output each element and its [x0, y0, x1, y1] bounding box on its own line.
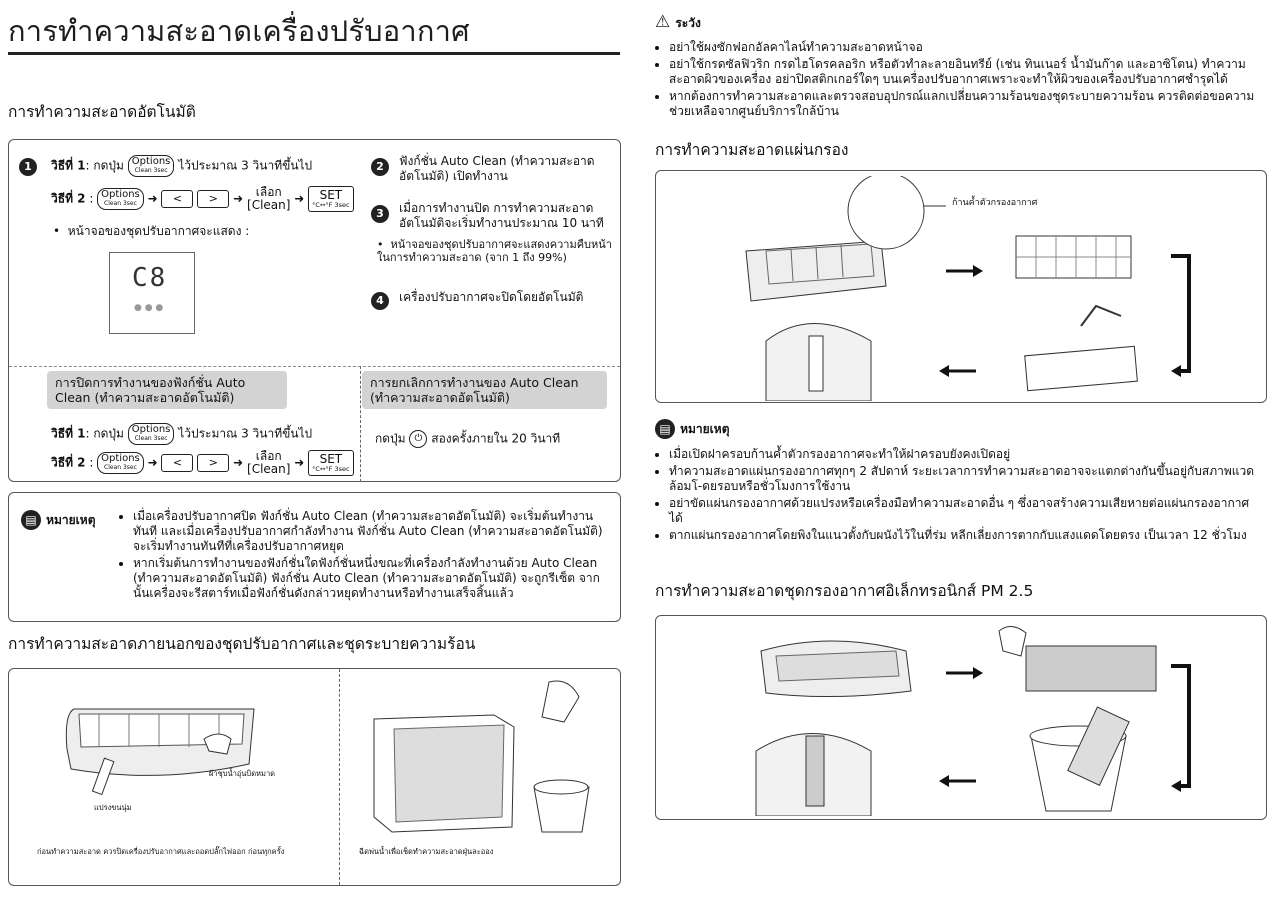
list-item: • อย่าใช้ผงซักฟอกอัลคาไลน์ทำความสะอาดหน้าจอ	[669, 40, 1255, 55]
exterior-heading: การทำความสะอาดภายนอกของชุดปรับอากาศและชุดระบายความร้อน	[8, 635, 476, 653]
set-key: SET °C↔°F 3sec	[308, 186, 353, 212]
outdoor-unit-illustration	[364, 677, 604, 837]
arrow-right-icon: ➜	[294, 455, 305, 470]
filter-callout: ก้านค้ำตัวกรองอากาศ	[952, 198, 1038, 208]
label-brush: แปรงขนนุ่ม	[94, 803, 132, 812]
options-key: Options Clean 3sec	[128, 423, 175, 445]
display-panel	[109, 252, 195, 334]
disable-method-2: วิธีที่ 2 : Options Clean 3sec ➜ < > ➜ เลือก [Clean] ➜ SET °C↔°F 3sec	[51, 450, 354, 476]
auto-clean-heading: การทำความสะอาดอัตโนมัติ	[8, 103, 196, 121]
step-1-badge: 1	[19, 155, 37, 176]
right-key-icon: >	[197, 190, 229, 208]
step-2-text: ฟังก์ชั่น Auto Clean (ทำความสะอาดอัตโนมัติ) เปิดทำงาน	[399, 154, 595, 183]
indoor-unit-illustration	[59, 689, 299, 809]
caution-list	[655, 40, 1255, 121]
options-key: Options Clean 3sec	[97, 452, 144, 474]
note-2-list	[655, 447, 1255, 545]
step-4-badge: 4	[371, 289, 389, 310]
step-1-method-1: วิธีที่ 1: กดปุ่ม Options Clean 3sec ไว้ประมาณ 3 วินาทีขึ้นไป	[51, 155, 312, 177]
note-icon: ▤	[655, 419, 675, 439]
arrow-right-icon: ➜	[294, 191, 305, 206]
power-icon: ⏻	[409, 430, 427, 448]
pm25-heading: การทำความสะอาดชุดกรองอากาศอิเล็กทรอนิกส์ PM 2.5	[655, 582, 1034, 600]
filter-heading: การทำความสะอาดแผ่นกรอง	[655, 141, 849, 159]
note-icon: ▤	[21, 510, 41, 530]
cancel-text: กดปุ่ม ⏻ สองครั้งภายใน 20 วินาที	[375, 430, 560, 448]
arrow-right-icon: ➜	[147, 455, 158, 470]
caution-header: ⚠ ระวัง	[655, 12, 701, 32]
select-clean-text: เลือก [Clean]	[247, 449, 291, 476]
disable-title: การปิดการทำงานของฟังก์ชั่น Auto Clean (ทำความสะอาดอัตโนมัติ)	[47, 371, 287, 409]
warning-icon: ⚠	[655, 12, 671, 32]
display-status-icons: ● ● ●	[134, 303, 164, 313]
arrow-right-icon: ➜	[147, 191, 158, 206]
step-3-bullet: • หน้าจอของชุดปรับอากาศจะแสดงความคืบหน้าในการทำความสะอาด (จาก 1 ถึง 99%)	[377, 238, 612, 264]
title-rule	[8, 52, 620, 55]
list-item: • หากต้องการทำความสะอาดและตรวจสอบอุปกรณ์แลกเปลี่ยนความร้อนของชุดระบายความร้อน ควรติดต่อขอความช่วยเหลือจากศูนย์บริการใกล้บ้าน	[669, 89, 1255, 119]
pm25-cleaning-illustration	[741, 621, 1241, 816]
options-key: Options Clean 3sec	[97, 188, 144, 210]
exterior-box	[8, 668, 621, 886]
dashed-divider	[9, 366, 620, 367]
step-3-text: เมื่อการทำงานปิด การทำความสะอาดอัตโนมัติจะเริ่มทำงานประมาณ 10 นาที	[399, 201, 604, 230]
arrow-right-icon: ➜	[233, 191, 244, 206]
arrow-right-icon: ➜	[233, 455, 244, 470]
label-cloth: ผ้าชุบน้ำอุ่นบิดหมาด	[209, 769, 276, 778]
note-2-header: ▤ หมายเหตุ	[655, 418, 730, 439]
list-item: • อย่าขัดแผ่นกรองอากาศด้วยแปรงหรือเครื่องมือทำความสะอาดอื่น ๆ ซึ่งอาจสร้างความเสียหายต่อแผ่นกรองอากาศได้	[669, 496, 1255, 526]
pm25-box	[655, 615, 1267, 820]
list-item: • อย่าใช้กรดซัลฟิวริก กรดไฮโดรคลอริก หรือตัวทำละลายอินทรีย์ (เช่น ทินเนอร์ น้ำมันก๊าด และอาซิโตน) ทำความสะอาดผิวของเครื่อง อย่าปิดสติกเกอร์ใดๆ บนเครื่องปรับอากาศเพราะจะทำให้ผิวของเครื่องปรับอากาศชำรุดได้	[669, 57, 1255, 87]
cancel-title: การยกเลิกการทำงานของ Auto Clean (ทำความสะอาดอัตโนมัติ)	[362, 371, 607, 409]
caption-right: ฉีดพ่นน้ำเพื่อเช็ดทำความสะอาดฝุ่นละออง	[359, 847, 494, 856]
step-1-method-2: วิธีที่ 2 : Options Clean 3sec ➜ < > ➜ เลือก [Clean] ➜ SET °C↔°F 3sec	[51, 186, 354, 212]
disable-method-1: วิธีที่ 1: กดปุ่ม Options Clean 3sec ไว้ประมาณ 3 วินาทีขึ้นไป	[51, 423, 312, 445]
note-1-list	[119, 509, 613, 603]
filter-box	[655, 170, 1267, 403]
left-key-icon: <	[161, 190, 193, 208]
set-key: SET °C↔°F 3sec	[308, 450, 353, 476]
note-1-header: ▤ หมายเหตุ	[21, 509, 96, 530]
left-key-icon: <	[161, 454, 193, 472]
caption-left: ก่อนทำความสะอาด ควรปิดเครื่องปรับอากาศและถอดปลั๊กไฟออก ก่อนทุกครั้ง	[37, 847, 285, 856]
auto-clean-box	[8, 139, 621, 482]
step-3-badge: 3	[371, 202, 389, 223]
options-key: Options Clean 3sec	[128, 155, 175, 177]
right-key-icon: >	[197, 454, 229, 472]
list-item: • ทำความสะอาดแผ่นกรองอากาศทุกๆ 2 สัปดาห์ ระยะเวลาการทำความสะอาดอาจจะแตกต่างกันขึ้นอยู่กับสภาพแวดล้อมโ-ดยรอบหรือชั่วโมงการใช้งาน	[669, 464, 1255, 494]
step-4-text: เครื่องปรับอากาศจะปิดโดยอัตโนมัติ	[399, 290, 584, 304]
dashed-divider	[339, 669, 340, 885]
list-item: • เมื่อเปิดฝาครอบก้านค้ำตัวกรองอากาศจะทำให้ฝาครอบยังคงเปิดอยู่	[669, 447, 1255, 462]
display-code: C8	[132, 263, 168, 293]
filter-cleaning-illustration	[741, 176, 1241, 401]
step-2-badge: 2	[371, 155, 389, 176]
list-item: • ตากแผ่นกรองอากาศโดยพิงในแนวตั้งกับผนังไว้ในที่ร่ม หลีกเลี่ยงการตากกับแสงแดดโดยตรง เป็นเวลา 12 ชั่วโมง	[669, 528, 1255, 543]
note-1-box	[8, 492, 621, 622]
dashed-divider	[360, 366, 361, 482]
select-clean-text: เลือก [Clean]	[247, 185, 291, 212]
page-title: การทำความสะอาดเครื่องปรับอากาศ	[8, 14, 470, 48]
list-item: • เมื่อเครื่องปรับอากาศปิด ฟังก์ชั่น Auto Clean (ทำความสะอาดอัตโนมัติ) จะเริ่มต้นทำงานทันที และเมื่อเครื่องปรับอากาศกำลังทำงาน ฟังก์ชั่น Auto Clean (ทำความสะอาดอัตโนมัติ) จะเริ่มทำงานทันทีที่เครื่องปรับอากาศหยุด	[133, 509, 613, 554]
display-note: • หน้าจอของชุดปรับอากาศจะแสดง :	[53, 224, 250, 238]
list-item: • หากเริ่มต้นการทำงานของฟังก์ชั่นใดฟังก์ชั่นหนึ่งขณะที่เครื่องกำลังทำงานด้วย Auto Clean (ทำความสะอาดอัตโนมัติ) ฟังก์ชั่น Auto Clean (ทำความสะอาดอัตโนมัติ) จะถูกรีเซ็ต จากนั้นเครื่องจะรีสตาร์ทเมื่อฟังก์ชั่นดังกล่าวหยุดทำงานหรือทำงานเสร็จสิ้นแล้ว	[133, 556, 613, 601]
